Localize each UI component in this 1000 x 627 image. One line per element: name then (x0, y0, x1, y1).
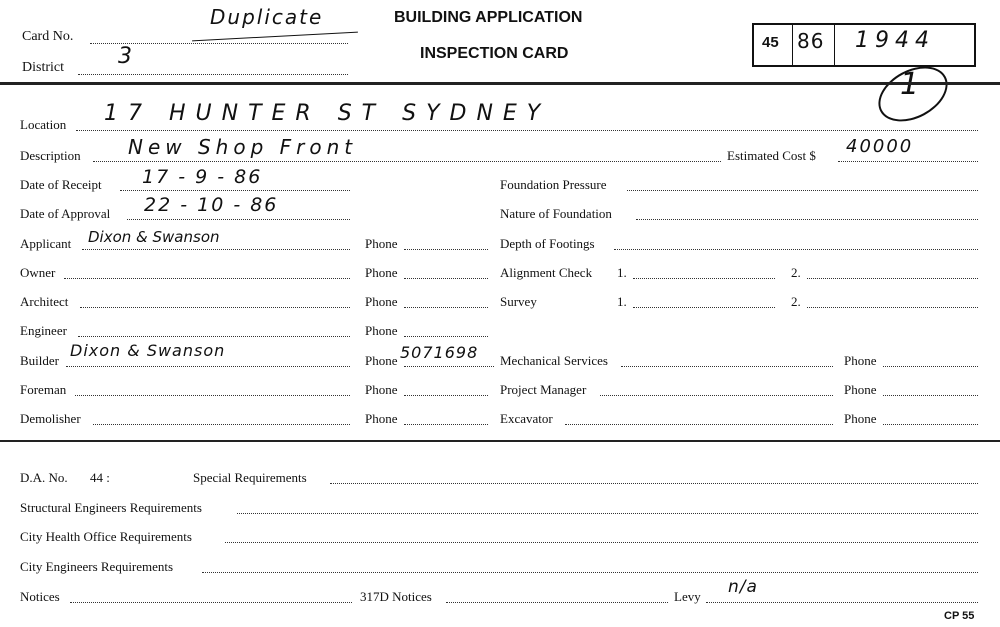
health-line (225, 542, 978, 543)
excavator-label: Excavator (500, 411, 553, 426)
district-label: District (22, 60, 64, 75)
notices-line (70, 602, 352, 603)
owner-phone-line (404, 278, 488, 279)
owner-label: Owner (20, 265, 56, 280)
project-manager-label: Project Manager (500, 382, 587, 397)
levy-label: Levy (674, 589, 701, 604)
owner-line (64, 278, 350, 279)
ref-box-cell-3[interactable]: 1944 (855, 28, 935, 53)
estimated-cost-label: Estimated Cost $ (727, 148, 816, 163)
date-approval-line (127, 219, 350, 220)
mechanical-phone-label: Phone (844, 353, 877, 368)
applicant-label: Applicant (20, 236, 72, 251)
district-line (78, 74, 348, 75)
demolisher-phone-line (404, 424, 488, 425)
foreman-phone-line (404, 395, 488, 396)
builder-phone-line (404, 366, 494, 367)
structural-label: Structural Engineers Requirements (20, 500, 202, 515)
date-receipt-line (120, 190, 350, 191)
applicant-value[interactable]: Dixon & Swanson (88, 228, 220, 246)
project-manager-line (600, 395, 833, 396)
da-no-value: 44 : (90, 470, 110, 485)
notices-317d-line (446, 602, 668, 603)
builder-line (66, 366, 350, 367)
depth-footings-line (614, 249, 978, 250)
date-approval-value[interactable]: 22 - 10 - 86 (144, 194, 279, 216)
ref-box-cell-2[interactable]: 86 (797, 29, 825, 53)
special-requirements-label: Special Requirements (193, 470, 307, 485)
notices-317d-label: 317D Notices (360, 589, 432, 604)
location-value[interactable]: 17 HUNTER ST SYDNEY (104, 101, 551, 126)
architect-line (80, 307, 350, 308)
card-no-label: Card No. (22, 29, 74, 44)
demolisher-line (93, 424, 350, 425)
architect-phone-label: Phone (365, 294, 398, 309)
mechanical-line (621, 366, 833, 367)
structural-line (237, 513, 978, 514)
form-code: CP 55 (944, 610, 975, 622)
architect-phone-line (404, 307, 488, 308)
engineer-phone-line (404, 336, 488, 337)
date-receipt-value[interactable]: 17 - 9 - 86 (142, 166, 263, 188)
estimated-cost-value[interactable]: 40000 (846, 136, 914, 157)
excavator-line (565, 424, 833, 425)
depth-footings-label: Depth of Footings (500, 236, 595, 251)
header-divider (0, 82, 1000, 85)
district-value[interactable]: 3 (118, 44, 134, 69)
health-label: City Health Office Requirements (20, 529, 192, 544)
applicant-phone-line (404, 249, 488, 250)
middle-divider (0, 440, 1000, 442)
excavator-phone-label: Phone (844, 411, 877, 426)
nature-foundation-label: Nature of Foundation (500, 206, 612, 221)
survey-1-line (633, 307, 775, 308)
engineer-phone-label: Phone (365, 323, 398, 338)
description-value[interactable]: New Shop Front (128, 135, 358, 159)
description-line (93, 161, 721, 162)
project-manager-phone-label: Phone (844, 382, 877, 397)
levy-value[interactable]: n/a (728, 577, 758, 597)
survey-2-label: 2. (791, 294, 801, 309)
demolisher-label: Demolisher (20, 411, 81, 426)
title-line-1: BUILDING APPLICATION (394, 9, 583, 26)
date-approval-label: Date of Approval (20, 206, 111, 221)
circled-mark (900, 68, 921, 102)
foundation-pressure-line (627, 190, 978, 191)
date-receipt-label: Date of Receipt (20, 177, 102, 192)
demolisher-phone-label: Phone (365, 411, 398, 426)
alignment-check-1-line (633, 278, 775, 279)
special-requirements-line (330, 483, 978, 484)
survey-2-line (807, 307, 978, 308)
applicant-line (82, 249, 350, 250)
builder-label: Builder (20, 353, 59, 368)
builder-phone-label: Phone (365, 353, 398, 368)
location-line (76, 130, 978, 131)
alignment-check-2-label: 2. (791, 265, 801, 280)
alignment-check-1-label: 1. (617, 265, 627, 280)
title-line-2: INSPECTION CARD (420, 45, 569, 62)
project-manager-phone-line (883, 395, 978, 396)
engineer-line (78, 336, 350, 337)
card-no-value[interactable]: Duplicate (210, 5, 324, 29)
mechanical-phone-line (883, 366, 978, 367)
excavator-phone-line (883, 424, 978, 425)
foreman-label: Foreman (20, 382, 67, 397)
alignment-check-2-line (807, 278, 978, 279)
survey-1-label: 1. (617, 294, 627, 309)
nature-foundation-line (636, 219, 978, 220)
estimated-cost-line (838, 161, 978, 162)
architect-label: Architect (20, 294, 69, 309)
alignment-check-label: Alignment Check (500, 265, 593, 280)
foreman-phone-label: Phone (365, 382, 398, 397)
levy-line (706, 602, 978, 603)
da-no-label: D.A. No. (20, 470, 68, 485)
builder-phone-value[interactable]: 5071698 (400, 343, 479, 362)
location-label: Location (20, 117, 67, 132)
foreman-line (75, 395, 350, 396)
applicant-phone-label: Phone (365, 236, 398, 251)
survey-label: Survey (500, 294, 537, 309)
builder-value[interactable]: Dixon & Swanson (70, 341, 226, 360)
city-engineers-label: City Engineers Requirements (20, 559, 174, 574)
ref-box-cell-1: 45 (762, 34, 779, 51)
engineer-label: Engineer (20, 323, 67, 338)
city-engineers-line (202, 572, 978, 573)
foundation-pressure-label: Foundation Pressure (500, 177, 607, 192)
notices-label: Notices (20, 589, 60, 604)
card-no-underline (192, 32, 358, 42)
mechanical-label: Mechanical Services (500, 353, 608, 368)
description-label: Description (20, 148, 81, 163)
owner-phone-label: Phone (365, 265, 398, 280)
